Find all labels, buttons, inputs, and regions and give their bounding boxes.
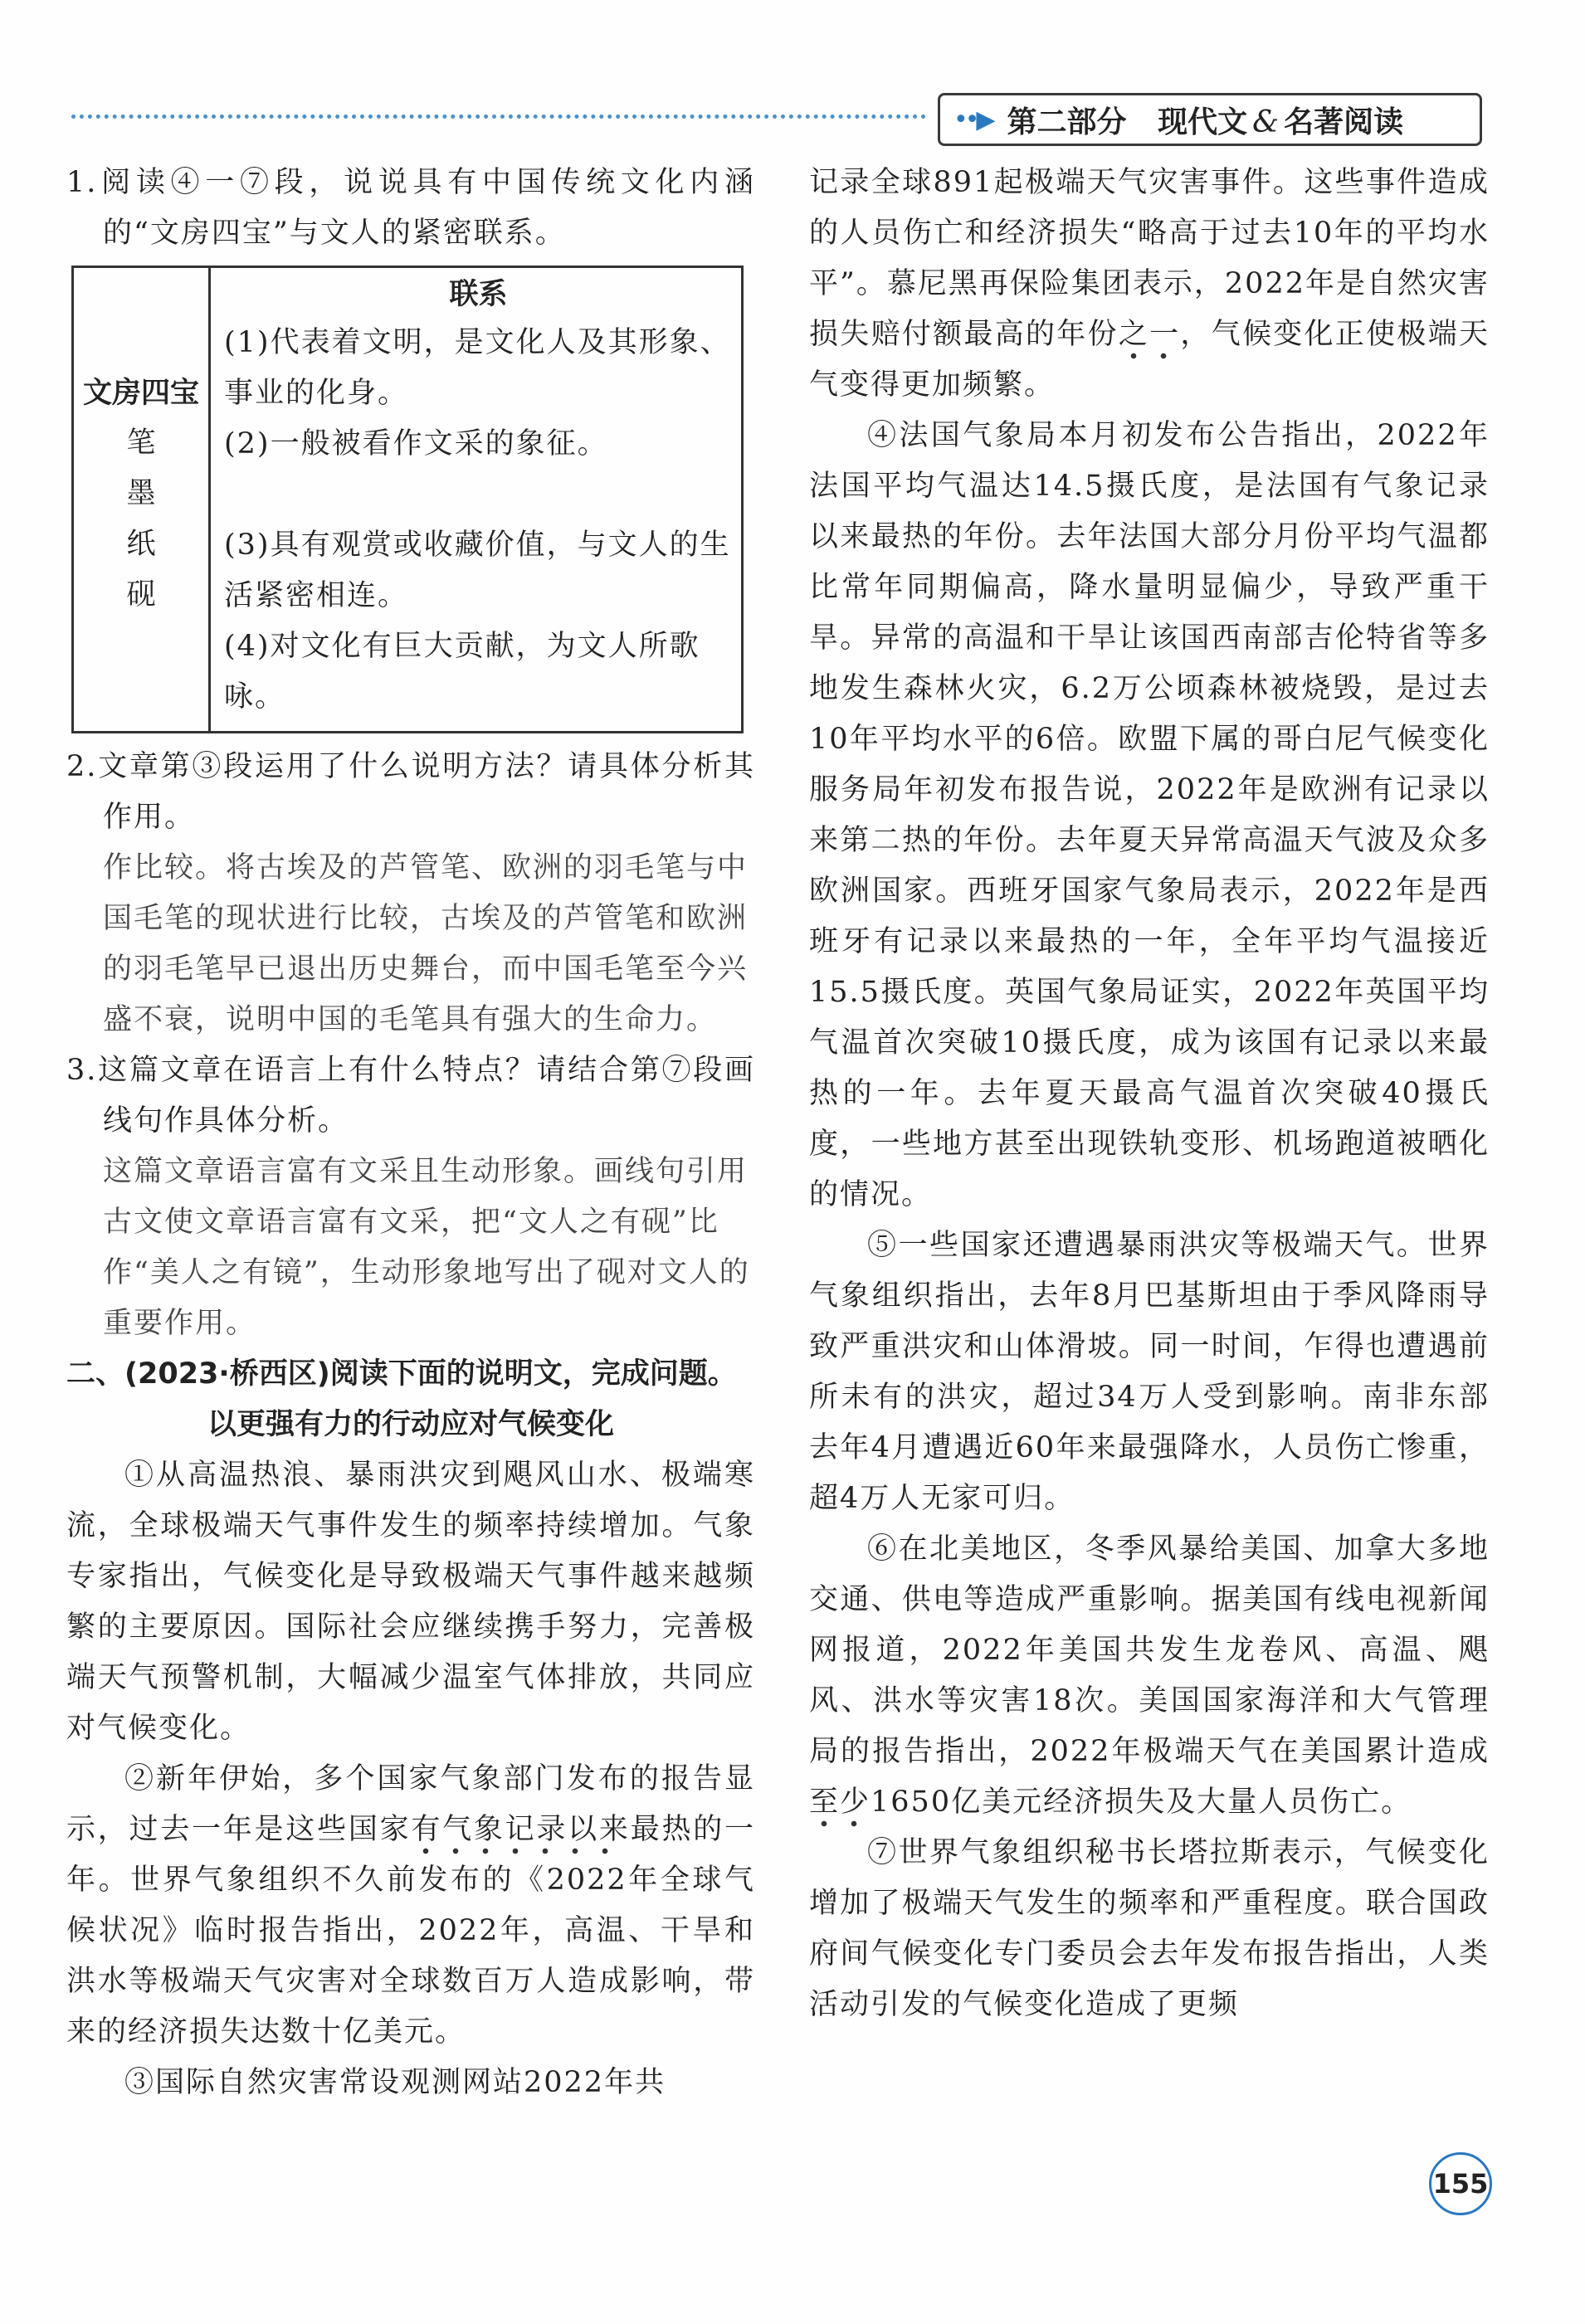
answer-2-text: 作比较。将古埃及的芦管笔、欧洲的羽毛笔与中国毛笔的现状进行比较，古埃及的芦管笔和欧洲的羽毛笔早已退出历史舞台，而中国毛笔至今兴盛不衰，说明中国的毛笔具有强大的生命力。 — [103, 851, 749, 1036]
table-item: 纸 — [126, 528, 156, 561]
left-column — [66, 158, 755, 2108]
paragraph-3-start: ③国际自然灾害常设观测网站2022年共 — [124, 2066, 666, 2099]
table-row: (2)一般被看作文采的象征。 — [224, 427, 608, 460]
section-header-text — [1007, 99, 1403, 141]
table-item: 砚 — [126, 578, 156, 611]
paragraph-4: ④法国气象局本月初发布公告指出，2022年法国平均气温达14.5摄氏度，是法国有气象记录以来最热的年份。去年法国大部分月份平均气温都比常年同期偏高，降水量明显偏少，导致严重干旱。异常的高温和干旱让该国西南部吉伦特省等多地发生森林火灾，6.2万公顷森林被烧毁，是过去10年平均水平的6倍。欧盟下属的哥白尼气候变化服务局年初发布报告说，2022年是欧洲有记录以来第二热的年份。去年夏天异常高温天气波及众多欧洲国家。西班牙国家气象局表示，2022年是西班牙有记录以来最热的一年，全年平均气温接近15.5摄氏度。英国气象局证实，2022年英国平均气温首次突破10摄氏度，成为该国有记录以来最热的一年。去年夏天最高气温首次突破40摄氏度，一些地方甚至出现铁轨变形、机场跑道被晒化的情况。 — [809, 419, 1490, 1211]
table-row: (1)代表着文明，是文化人及其形象、事业的化身。 — [224, 326, 731, 410]
answer-3-text: 这篇文章语言富有文采且生动形象。画线句引用古文使文章语言富有文采，把“文人之有砚”比作“美人之有镜”，生动形象地写出了砚对文人的重要作用。 — [103, 1155, 750, 1340]
header-dotted-rule — [71, 114, 926, 119]
arrow-icon: ••▶ — [953, 105, 992, 134]
paragraph-2-a: ②新年伊始，多个国家气象部门发布的报告显示，过去一年是这些国家 — [66, 1762, 755, 1846]
table-item: 笔 — [126, 426, 156, 460]
answer-table — [71, 266, 744, 733]
paragraph-6-b: 1650亿美元经济损失及大量人员伤亡。 — [871, 1786, 1412, 1819]
question-2: 2.文章第③段运用了什么说明方法？请具体分析其作用。 — [66, 750, 755, 834]
paragraph-5: ⑤一些国家还遭遇暴雨洪灾等极端天气。世界气象组织指出，去年8月巴基斯坦由于季风降雨导致严重洪灾和山体滑坡。同一时间，乍得也遭遇前所未有的洪灾，超过34万人受到影响。南非东部去年4月遭遇近60年来最强降水，人员伤亡惨重，超4万人无家可归。 — [809, 1229, 1490, 1515]
right-column — [809, 158, 1490, 2030]
paragraph-7: ⑦世界气象组织秘书长塔拉斯表示，气候变化增加了极端天气发生的频率和严重程度。联合国政府间气候变化专门委员会去年发布报告指出，人类活动引发的气候变化造成了更频 — [809, 1836, 1490, 2021]
article-title: 以更强有力的行动应对气候变化 — [207, 1408, 614, 1441]
paragraph-3-b: ，气候变化正使极端天气变得更加频繁。 — [809, 318, 1490, 402]
section-header — [938, 93, 1482, 146]
header-part: 第二部分 — [1007, 105, 1127, 139]
paragraph-3-continued — [809, 158, 1490, 411]
paragraph-3-a: 记录全球891起极端天气灾害事件。这些事件造成的人员伤亡和经济损失“略高于过去10年的平均水平”。慕尼黑再保险集团表示，2022年是自然灾害损失赔付额最高的年份 — [809, 166, 1490, 351]
question-3: 3.这篇文章在语言上有什么特点？请结合第⑦段画线句作具体分析。 — [66, 1054, 755, 1138]
paragraph-6-a: ⑥在北美地区，冬季风暴给美国、加拿大多地交通、供电等造成严重影响。据美国有线电视新闻网报道，2022年美国共发生龙卷风、高温、飓风、洪水等灾害18次。美国国家海洋和大气管理局的报告指出，2022年极端天气在美国累计造成 — [809, 1532, 1490, 1768]
paragraph-6 — [809, 1524, 1490, 1828]
paragraph-2-b: 最热的一年。世界气象组织不久前发布的《2022年全球气候状况》临时报告指出，2022年，高温、干旱和洪水等极端天气灾害对全球数百万人造成影响，带来的经济损失达数十亿美元。 — [66, 1813, 755, 2049]
section-2-heading: 二、(2023·桥西区)阅读下面的说明文，完成问题。 — [66, 1357, 737, 1391]
emphasis-dotted-text: 至少 — [809, 1786, 871, 1829]
table-row: (4)对文化有巨大贡献，为文人所歌咏。 — [224, 630, 700, 714]
table-right-head: 联系 — [449, 277, 508, 311]
paragraph-1: ①从高温热浪、暴雨洪灾到飓风山水、极端寒流，全球极端天气事件发生的频率持续增加。气象专家指出，气候变化是导致极端天气事件越来越频繁的主要原因。国际社会应继续携手努力，完善极端天气预警机制，大幅减少温室气体排放，共同应对气候变化。 — [66, 1459, 755, 1745]
table-right-cell — [210, 267, 743, 733]
table-left-cell — [73, 267, 210, 733]
question-1: 1.阅读④一⑦段，说说具有中国传统文化内涵的“文房四宝”与文人的紧密联系。 — [66, 166, 755, 250]
table-item: 墨 — [126, 477, 156, 510]
table-row: (3)具有观赏或收藏价值，与文人的生活紧密相连。 — [224, 529, 731, 612]
table-left-head: 文房四宝 — [82, 376, 199, 410]
header-amp: & — [1252, 105, 1280, 139]
paragraph-2 — [66, 1754, 755, 2058]
emphasis-dotted-text: 之一 — [1119, 318, 1181, 361]
header-section-b: 名著阅读 — [1284, 105, 1404, 139]
page-number: 155 — [1429, 2152, 1492, 2215]
answer-2 — [103, 843, 755, 1045]
answer-3 — [103, 1147, 755, 1349]
table-gap — [224, 470, 733, 520]
emphasis-dotted-text: 有气象记录以来 — [411, 1813, 630, 1856]
header-section-a: 现代文 — [1158, 105, 1248, 139]
